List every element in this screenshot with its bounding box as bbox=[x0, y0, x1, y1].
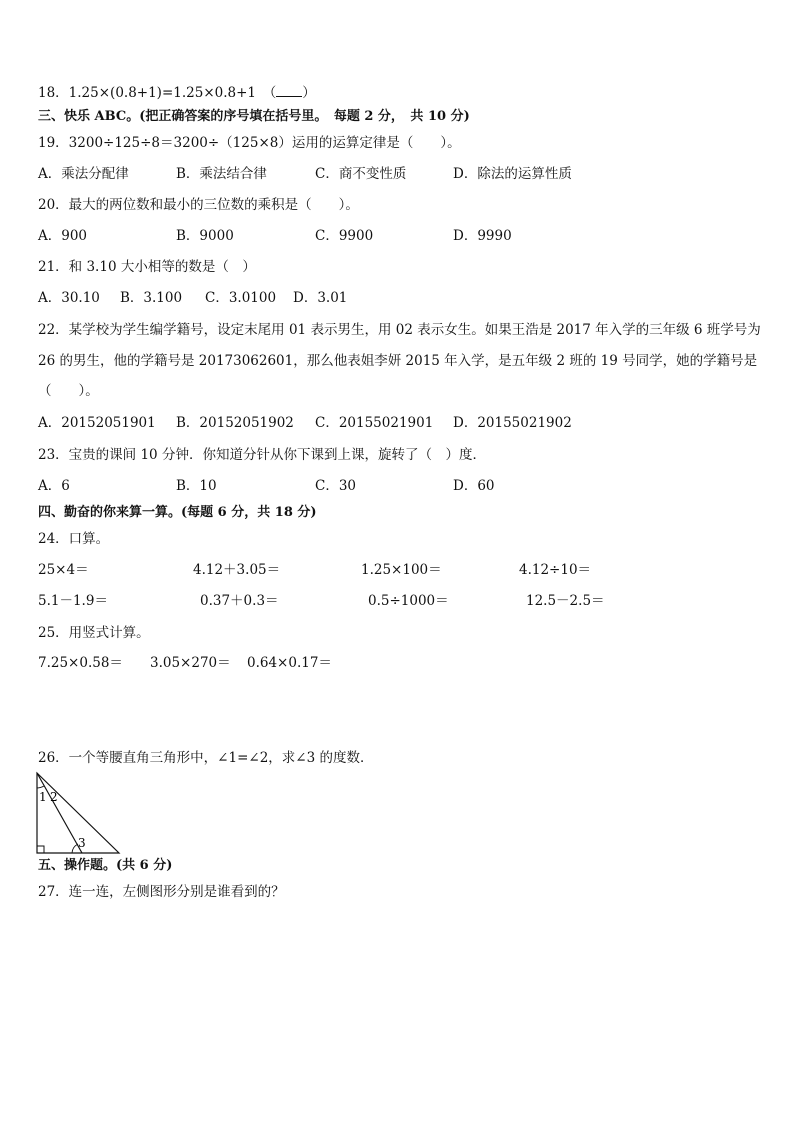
q21-option-a[interactable]: A．30.10 bbox=[38, 290, 100, 306]
oral-calc-item: 4.12＋3.05＝ bbox=[193, 562, 281, 578]
oral-calc-item: 5.1－1.9＝ bbox=[38, 593, 108, 609]
question-18-text: 18．1.25×(0.8+1)=1.25×0.8+1 （ bbox=[38, 85, 277, 101]
question-27-text: 27．连一连，左侧图形分别是谁看到的？ bbox=[38, 884, 285, 900]
oral-calc-item: 0.37＋0.3＝ bbox=[200, 593, 279, 609]
question-23-text: 23．宝贵的课间 10 分钟．你知道分针从你下课到上课，旋转了（ ）度． bbox=[38, 447, 486, 463]
section-3-title: 三、快乐 ABC。(把正确答案的序号填在括号里。 每题 2 分， 共 10 分) bbox=[38, 109, 470, 124]
q23-option-d[interactable]: D．60 bbox=[453, 478, 495, 494]
answer-blank[interactable] bbox=[276, 84, 302, 97]
question-18-close: ） bbox=[302, 85, 316, 101]
q23-option-c[interactable]: C．30 bbox=[315, 478, 357, 494]
right-angle-mark bbox=[37, 846, 44, 853]
question-25-text: 25．用竖式计算。 bbox=[38, 625, 150, 641]
q19-option-b[interactable]: B．乘法结合律 bbox=[176, 166, 267, 182]
q20-option-a[interactable]: A．900 bbox=[38, 228, 88, 244]
oral-calc-item: 1.25×100＝ bbox=[361, 562, 442, 578]
angle-1-arc bbox=[37, 786, 44, 788]
isosceles-right-triangle-figure bbox=[30, 768, 126, 858]
angle-2-label: 2 bbox=[50, 790, 58, 804]
q20-option-b[interactable]: B．9000 bbox=[176, 228, 234, 244]
angle-1-label: 1 bbox=[39, 790, 47, 804]
q21-option-c[interactable]: C．3.0100 bbox=[205, 290, 277, 306]
question-26-text: 26．一个等腰直角三角形中，∠1=∠2，求∠3 的度数． bbox=[38, 750, 374, 766]
question-19-text: 19．3200÷125÷8＝3200÷（125×8）运用的运算定律是（ ）。 bbox=[38, 135, 461, 151]
oral-calc-item: 0.5÷1000＝ bbox=[368, 593, 449, 609]
q22-option-d[interactable]: D．20155021902 bbox=[453, 415, 572, 431]
q21-option-d[interactable]: D．3.01 bbox=[293, 290, 348, 306]
vertical-calc-item: 3.05×270＝ bbox=[150, 655, 231, 671]
vertical-calc-item: 0.64×0.17＝ bbox=[247, 655, 332, 671]
oral-calc-item: 25×4＝ bbox=[38, 562, 89, 578]
question-22-line-1: 22．某学校为学生编学籍号，设定末尾用 01 表示男生，用 02 表示女生。如果王浩是 2017 年入学的三年级 6 班学号为 bbox=[38, 322, 761, 338]
q20-option-d[interactable]: D．9990 bbox=[453, 228, 512, 244]
vertical-calc-item: 7.25×0.58＝ bbox=[38, 655, 123, 671]
section-5-title: 五、操作题。(共 6 分) bbox=[38, 858, 173, 873]
q22-option-b[interactable]: B．20152051902 bbox=[176, 415, 294, 431]
question-21-text: 21．和 3.10 大小相等的数是（ ） bbox=[38, 259, 256, 275]
q19-option-d[interactable]: D．除法的运算性质 bbox=[453, 166, 572, 182]
q19-option-c[interactable]: C．商不变性质 bbox=[315, 166, 407, 182]
q22-option-c[interactable]: C．20155021901 bbox=[315, 415, 434, 431]
q22-option-a[interactable]: A．20152051901 bbox=[38, 415, 156, 431]
section-4-title: 四、勤奋的你来算一算。(每题 6 分，共 18 分) bbox=[38, 505, 317, 520]
q21-option-b[interactable]: B．3.100 bbox=[120, 290, 183, 306]
q23-option-a[interactable]: A．6 bbox=[38, 478, 70, 494]
question-18 bbox=[38, 84, 316, 101]
oral-calc-item: 4.12÷10＝ bbox=[519, 562, 592, 578]
question-24-text: 24．口算。 bbox=[38, 531, 110, 547]
question-22-line-3: （ ）。 bbox=[38, 383, 99, 399]
question-20-text: 20．最大的两位数和最小的三位数的乘积是（ ）。 bbox=[38, 197, 359, 213]
question-22-line-2: 26 的男生，他的学籍号是 20173062601，那么他表姐李妍 2015 年入学，是五年级 2 班的 19 号同学，她的学籍号是 bbox=[38, 353, 758, 369]
q20-option-c[interactable]: C．9900 bbox=[315, 228, 374, 244]
q19-option-a[interactable]: A．乘法分配律 bbox=[38, 166, 129, 182]
q23-option-b[interactable]: B．10 bbox=[176, 478, 217, 494]
triangle-cevian bbox=[37, 773, 82, 853]
oral-calc-item: 12.5－2.5＝ bbox=[526, 593, 605, 609]
angle-3-label: 3 bbox=[78, 836, 86, 850]
